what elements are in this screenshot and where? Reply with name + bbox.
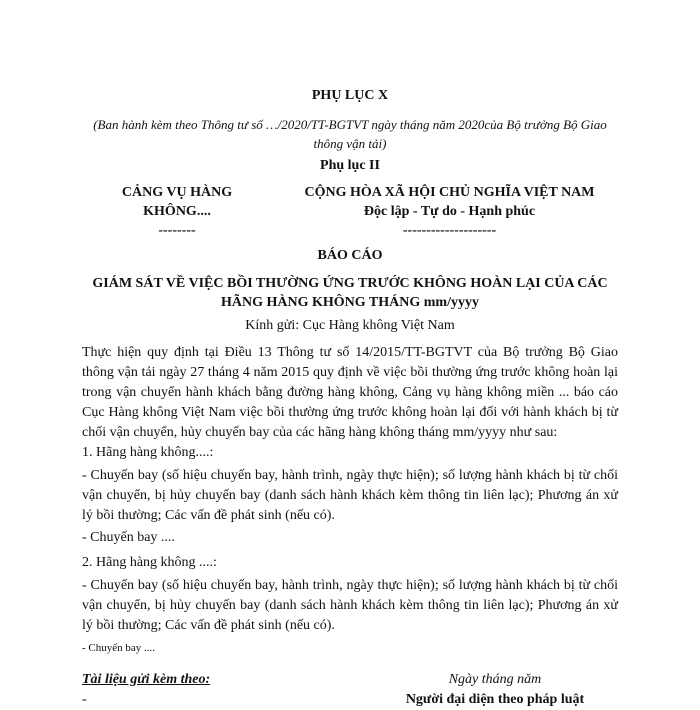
date-line: Ngày tháng năm <box>448 672 542 687</box>
attachments-block <box>82 670 282 710</box>
attachments-item: - <box>82 692 87 707</box>
annex-subtitle: (Ban hành kèm theo Thông tư số …/2020/TT-BGTVT ngày tháng năm 2020của Bộ trưởng Bộ Giao thông vận tải) <box>93 117 607 151</box>
airline-2-heading: 2. Hãng hàng không ....: <box>82 555 217 570</box>
national-heading-block <box>277 183 622 240</box>
airline-1-heading: 1. Hãng hàng không....: <box>82 445 214 460</box>
signature-block <box>372 670 618 710</box>
signer-title: Người đại diện theo pháp luật <box>405 692 585 707</box>
appendix-label: Phụ lục II <box>320 158 380 173</box>
issuing-authority-block <box>87 183 267 240</box>
airline-1-flight: - Chuyến bay .... <box>82 530 175 545</box>
report-title: BÁO CÁO <box>317 248 383 263</box>
recipient-line: Kính gửi: Cục Hàng không Việt Nam <box>245 318 455 333</box>
national-motto: Độc lập - Tự do - Hạnh phúc <box>363 204 536 219</box>
report-subtitle: GIÁM SÁT VỀ VIỆC BỒI THƯỜNG ỨNG TRƯỚC KHÔNG HOÀN LẠI CỦA CÁC HÃNG HÀNG KHÔNG THÁNG mm/yyyy <box>92 276 608 310</box>
national-name: CỘNG HÒA XÃ HỘI CHỦ NGHĨA VIỆT NAM <box>304 185 595 200</box>
intro-paragraph: Thực hiện quy định tại Điều 13 Thông tư số 14/2015/TT-BGTVT của Bộ trưởng Bộ Giao thông vận tải ngày 27 tháng 4 năm 2015 quy định về việc bồi thường ứng trước không hoàn lại trong vận chuyển hành khách bằng đường hàng không, Cảng vụ hàng không miền ... báo cáo Cục Hàng không Việt Nam việc bồi thường ứng trước không hoàn lại đối với hành khách bị từ chối vận chuyển, hủy chuyến bay của các hãng hàng không tháng mm/yyyy như sau: <box>82 345 618 440</box>
document-page <box>82 0 618 707</box>
national-rule: -------------------- <box>402 223 497 238</box>
airline-2-flight: - Chuyến bay .... <box>82 642 156 654</box>
attachments-label: Tài liệu gửi kèm theo: <box>82 672 211 687</box>
annex-title: PHỤ LỤC X <box>311 88 389 103</box>
issuing-authority-name: CẢNG VỤ HÀNG KHÔNG.... <box>121 185 233 219</box>
airline-2-detail: - Chuyến bay (số hiệu chuyến bay, hành trình, ngày thực hiện); số lượng hành khách bị từ chối vận chuyển, bị hủy chuyến bay (danh sách hành khách kèm thông tin liên lạc); Phương án xử lý bồi thường; Các vấn đề phát sinh (nếu có). <box>82 578 618 633</box>
airline-1-detail: - Chuyến bay (số hiệu chuyến bay, hành trình, ngày thực hiện); số lượng hành khách bị từ chối vận chuyển, bị hủy chuyến bay (danh sách hành khách kèm thông tin liên lạc); Phương án xử lý bồi thường; Các vấn đề phát sinh (nếu có). <box>82 468 618 523</box>
issuing-authority-rule: -------- <box>158 223 196 238</box>
